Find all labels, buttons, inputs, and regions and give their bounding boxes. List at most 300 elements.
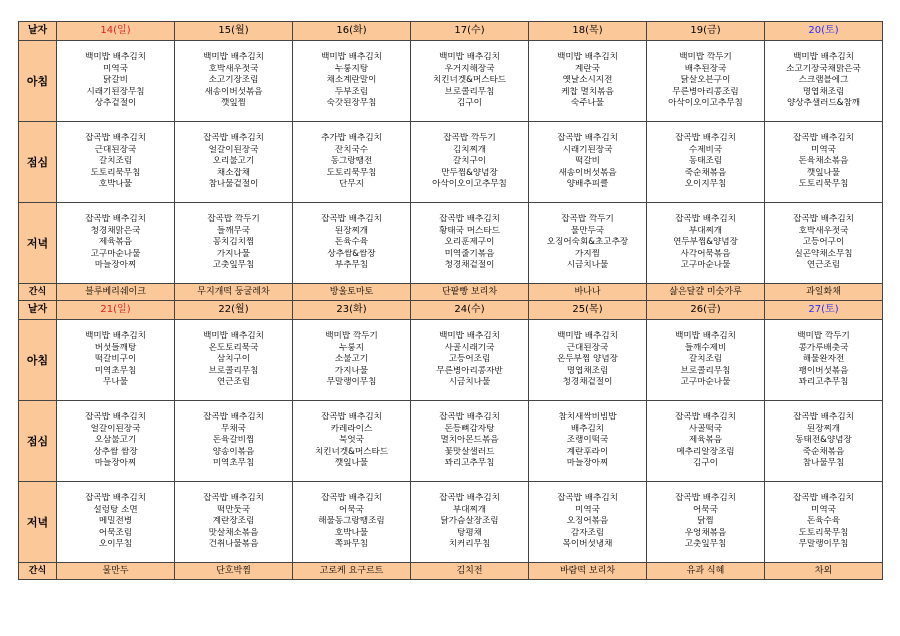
menu-item: 우거지해장국 xyxy=(444,63,495,74)
menu-item: 오리불고기 xyxy=(212,156,255,167)
menu-item: 만두찜&양념장 xyxy=(441,167,498,178)
menu-item: 김구이 xyxy=(457,98,482,109)
menu-item: 돈육수육 xyxy=(334,237,369,248)
menu-item: 꽃맛살샐러드 xyxy=(444,446,495,457)
menu-item: 참나물겉절이 xyxy=(208,179,259,190)
menu-item: 잡곡밥 배추김치 xyxy=(321,412,382,423)
menu-item: 닭살오븐구이 xyxy=(680,75,731,86)
menu-item: 동태전&양념장 xyxy=(795,435,852,446)
weekly-menu-table xyxy=(18,21,883,580)
menu-item: 우엉채볶음 xyxy=(684,527,727,538)
menu-item: 무말랭이무침 xyxy=(326,377,377,388)
menu-item: 꽈리고추무침 xyxy=(798,377,849,388)
menu-item: 상추겉절이 xyxy=(94,98,137,109)
menu-item: 잡곡밥 배추김치 xyxy=(557,133,618,144)
menu-item: 연두부찜&양념장 xyxy=(673,237,738,248)
menu-item: 얼갈이된장국 xyxy=(90,423,141,434)
menu-item: 명엽채조림 xyxy=(566,365,609,376)
date-label: 날자 xyxy=(19,22,57,41)
menu-cell xyxy=(529,41,647,122)
menu-item: 잡곡밥 배추김치 xyxy=(675,493,736,504)
menu-item: 잡곡밥 배추김치 xyxy=(85,493,146,504)
menu-item: 백미밥 배추김치 xyxy=(793,52,854,63)
menu-item: 백미밥 배추김치 xyxy=(439,331,500,342)
menu-cell xyxy=(57,482,175,563)
snack-cell: 단호박찜 xyxy=(175,563,293,580)
menu-item: 온두부찜 양념장 xyxy=(557,354,618,365)
menu-item: 배추된장국 xyxy=(684,63,727,74)
menu-item: 백미밥 배추김치 xyxy=(557,52,618,63)
lunch-label: 점심 xyxy=(19,122,57,203)
menu-item: 소고기장조림 xyxy=(208,75,259,86)
day-header: 15(월) xyxy=(175,22,293,41)
menu-item: 계란후라이 xyxy=(566,446,609,457)
day-header: 17(수) xyxy=(411,22,529,41)
menu-item: 메밀전병 xyxy=(98,516,133,527)
menu-cell xyxy=(765,122,883,203)
menu-item: 고등어조림 xyxy=(448,354,491,365)
menu-item: 미역국 xyxy=(103,63,128,74)
menu-item: 해물동그랑땡조림 xyxy=(318,516,385,527)
menu-item: 건취나물볶음 xyxy=(208,539,259,550)
day-header: 18(목) xyxy=(529,22,647,41)
menu-item: 아삭이오이고추무침 xyxy=(432,179,507,190)
menu-cell xyxy=(57,41,175,122)
menu-item: 돈육수육 xyxy=(806,516,841,527)
menu-item: 시래기된장국 xyxy=(562,144,613,155)
menu-item: 잡곡밥 배추김치 xyxy=(85,214,146,225)
breakfast-row xyxy=(19,41,883,122)
menu-item: 어묵조림 xyxy=(98,527,133,538)
menu-item: 수제비국 xyxy=(688,144,723,155)
menu-item: 된장찌개 xyxy=(806,423,841,434)
menu-item: 잡곡밥 배추김치 xyxy=(675,133,736,144)
menu-cell xyxy=(411,122,529,203)
menu-item: 도토리묵무침 xyxy=(326,167,377,178)
menu-cell xyxy=(529,482,647,563)
menu-item: 근대된장국 xyxy=(566,342,609,353)
menu-item: 잡곡밥 배추김치 xyxy=(675,214,736,225)
menu-cell xyxy=(175,41,293,122)
menu-item: 잡곡밥 깍두기 xyxy=(561,214,614,225)
snack-cell: 바나나 xyxy=(529,284,647,301)
menu-item: 숙주나물 xyxy=(570,98,605,109)
menu-item: 오징어숙회&초고추장 xyxy=(546,237,629,248)
snack-cell: 방울토마토 xyxy=(293,284,411,301)
snack-cell: 바람떡 보리차 xyxy=(529,563,647,580)
menu-item: 연근조림 xyxy=(216,377,251,388)
date-label: 날자 xyxy=(19,301,57,320)
day-header: 25(목) xyxy=(529,301,647,320)
menu-item: 호박나물 xyxy=(98,179,133,190)
menu-item: 채소계란말이 xyxy=(326,75,377,86)
menu-item: 브로콜리무침 xyxy=(444,86,495,97)
menu-cell xyxy=(411,401,529,482)
menu-item: 오이지무침 xyxy=(684,179,727,190)
menu-item: 백미밥 깍두기 xyxy=(679,52,732,63)
menu-item: 누룽지탕 xyxy=(334,63,369,74)
snack-row xyxy=(19,284,883,301)
menu-cell xyxy=(57,401,175,482)
menu-item: 청경채겉절이 xyxy=(444,260,495,271)
menu-item: 고구마순나물 xyxy=(90,248,141,259)
menu-cell xyxy=(57,203,175,284)
day-header: 16(화) xyxy=(293,22,411,41)
menu-item: 깻잎나물 xyxy=(334,458,369,469)
menu-item: 치커리무침 xyxy=(448,539,491,550)
menu-item: 닭찜 xyxy=(697,516,714,527)
menu-cell xyxy=(411,41,529,122)
day-header: 27(토) xyxy=(765,301,883,320)
menu-item: 시래기된장무침 xyxy=(86,86,145,97)
menu-cell xyxy=(529,401,647,482)
breakfast-row xyxy=(19,320,883,401)
menu-cell xyxy=(765,320,883,401)
menu-item: 양송이볶음 xyxy=(212,446,255,457)
menu-item: 잡곡밥 깍두기 xyxy=(443,133,496,144)
menu-item: 오이무침 xyxy=(98,539,133,550)
menu-item: 오삼불고기 xyxy=(94,435,137,446)
menu-item: 백미밥 배추김치 xyxy=(203,331,264,342)
menu-cell xyxy=(765,203,883,284)
menu-item: 갈치조림 xyxy=(688,354,723,365)
menu-item: 호박새우젓국 xyxy=(798,225,849,236)
menu-item: 백미밥 배추김치 xyxy=(85,52,146,63)
menu-item: 추가밥 배추김치 xyxy=(321,133,382,144)
menu-item: 치킨너겟&머스타드 xyxy=(432,75,507,86)
dinner-label: 저녁 xyxy=(19,203,57,284)
menu-item: 물만두국 xyxy=(570,225,605,236)
menu-cell xyxy=(529,122,647,203)
menu-item: 감자조림 xyxy=(570,527,605,538)
menu-item: 참치새싹비빔밥 xyxy=(558,412,617,423)
menu-cell xyxy=(647,41,765,122)
breakfast-label: 아침 xyxy=(19,320,57,401)
menu-item: 백미밥 배추김치 xyxy=(439,52,500,63)
menu-item: 백미밥 깍두기 xyxy=(797,331,850,342)
menu-item: 제육볶음 xyxy=(688,435,723,446)
menu-item: 배추김치 xyxy=(570,423,605,434)
menu-item: 잔치국수 xyxy=(334,144,369,155)
menu-item: 고구마순나물 xyxy=(680,260,731,271)
menu-item: 무채국 xyxy=(221,423,246,434)
day-header: 20(토) xyxy=(765,22,883,41)
menu-item: 잡곡밥 배추김치 xyxy=(793,412,854,423)
menu-item: 백미밥 배추김치 xyxy=(675,331,736,342)
snack-cell: 무지개떡 둥굴레차 xyxy=(175,284,293,301)
menu-item: 오징어볶음 xyxy=(566,516,609,527)
menu-item: 동태조림 xyxy=(688,156,723,167)
menu-item: 돈육갈비찜 xyxy=(212,435,255,446)
menu-item: 청경채맑은국 xyxy=(90,225,141,236)
menu-item: 고춧잎무침 xyxy=(684,539,727,550)
menu-item: 해물완자전 xyxy=(802,354,845,365)
menu-item: 꽈리고추무침 xyxy=(444,458,495,469)
snack-cell: 삶은달걀 미숫가루 xyxy=(647,284,765,301)
menu-cell xyxy=(411,320,529,401)
menu-cell xyxy=(293,41,411,122)
menu-item: 갈치조림 xyxy=(98,156,133,167)
menu-item: 청경채겉절이 xyxy=(562,377,613,388)
menu-item: 목이버섯냉채 xyxy=(562,539,613,550)
menu-item: 들깨무국 xyxy=(216,225,251,236)
menu-item: 브로콜리무침 xyxy=(680,365,731,376)
menu-item: 얼갈이된장국 xyxy=(208,144,259,155)
menu-item: 메추리알장조림 xyxy=(676,446,735,457)
menu-item: 쪽파무침 xyxy=(334,539,369,550)
menu-item: 잡곡밥 배추김치 xyxy=(793,214,854,225)
menu-cell xyxy=(529,320,647,401)
menu-item: 고춧잎무침 xyxy=(212,260,255,271)
menu-cell xyxy=(293,401,411,482)
menu-item: 잡곡밥 배추김치 xyxy=(793,133,854,144)
menu-item: 떡갈비구이 xyxy=(94,354,137,365)
menu-item: 어묵국 xyxy=(693,504,718,515)
menu-item: 제육볶음 xyxy=(98,237,133,248)
snack-cell: 고로케 요구르트 xyxy=(293,563,411,580)
menu-item: 잡곡밥 배추김치 xyxy=(203,493,264,504)
menu-item: 미역국 xyxy=(811,144,836,155)
menu-item: 계란국 xyxy=(575,63,600,74)
menu-item: 무나물 xyxy=(103,377,128,388)
menu-item: 상추쌈&쌈장 xyxy=(327,248,376,259)
menu-item: 호박나물 xyxy=(334,527,369,538)
menu-item: 가지나물 xyxy=(216,248,251,259)
menu-item: 상추쌈 쌈장 xyxy=(93,446,138,457)
breakfast-label: 아침 xyxy=(19,41,57,122)
menu-item: 시금치나물 xyxy=(566,260,609,271)
menu-cell xyxy=(647,122,765,203)
menu-item: 소고기장국채맑은국 xyxy=(786,63,861,74)
menu-item: 죽순채볶음 xyxy=(802,446,845,457)
menu-item: 연근조림 xyxy=(806,260,841,271)
menu-item: 미역국 xyxy=(575,504,600,515)
menu-cell xyxy=(175,482,293,563)
menu-cell xyxy=(57,320,175,401)
menu-item: 돈육채소볶음 xyxy=(798,156,849,167)
menu-item: 치킨너겟&머스타드 xyxy=(314,446,389,457)
menu-cell xyxy=(411,482,529,563)
menu-item: 숙갓된장무침 xyxy=(326,98,377,109)
menu-item: 무른병아리콩자반 xyxy=(436,365,503,376)
menu-item: 떡갈비 xyxy=(575,156,600,167)
menu-item: 새송이버섯볶음 xyxy=(558,167,617,178)
menu-item: 맛살채소볶음 xyxy=(208,527,259,538)
menu-item: 실곤약채소무침 xyxy=(794,248,853,259)
menu-item: 잡곡밥 배추김치 xyxy=(439,493,500,504)
menu-item: 백미밥 배추김치 xyxy=(203,52,264,63)
menu-item: 도토리묵무침 xyxy=(90,167,141,178)
menu-item: 잡곡밥 배추김치 xyxy=(321,214,382,225)
menu-item: 무말랭이무침 xyxy=(798,539,849,550)
day-header: 14(일) xyxy=(57,22,175,41)
menu-item: 명엽채조림 xyxy=(802,86,845,97)
menu-item: 콩가루배춧국 xyxy=(798,342,849,353)
menu-item: 죽순채볶음 xyxy=(684,167,727,178)
day-header: 21(일) xyxy=(57,301,175,320)
menu-cell xyxy=(529,203,647,284)
snack-cell: 블루베리쉐이크 xyxy=(57,284,175,301)
menu-item: 들깨수제비 xyxy=(684,342,727,353)
menu-item: 떡만둣국 xyxy=(216,504,251,515)
menu-item: 잡곡밥 배추김치 xyxy=(557,493,618,504)
lunch-row xyxy=(19,122,883,203)
menu-item: 새송이버섯볶음 xyxy=(204,86,263,97)
menu-item: 미역초무침 xyxy=(212,458,255,469)
menu-cell xyxy=(293,122,411,203)
menu-item: 버섯들깨탕 xyxy=(94,342,137,353)
menu-item: 무른병아리콩조림 xyxy=(672,86,739,97)
menu-item: 멸치아몬드볶음 xyxy=(440,435,499,446)
menu-item: 카레라이스 xyxy=(330,423,373,434)
menu-item: 백미밥 배추김치 xyxy=(321,52,382,63)
menu-item: 양상추샐러드&참깨 xyxy=(786,98,861,109)
menu-item: 김치찌개 xyxy=(452,144,487,155)
menu-item: 소불고기 xyxy=(334,354,369,365)
menu-item: 된장찌개 xyxy=(334,225,369,236)
menu-item: 고구마순나물 xyxy=(680,377,731,388)
day-header: 23(화) xyxy=(293,301,411,320)
menu-item: 깻잎찜 xyxy=(221,98,246,109)
menu-item: 참나물무침 xyxy=(802,458,845,469)
lunch-row xyxy=(19,401,883,482)
menu-cell xyxy=(411,203,529,284)
snack-cell: 유과 식혜 xyxy=(647,563,765,580)
menu-cell xyxy=(175,401,293,482)
menu-item: 옛날소시지전 xyxy=(562,75,613,86)
menu-cell xyxy=(765,482,883,563)
date-header-row xyxy=(19,301,883,320)
menu-item: 미역국 xyxy=(811,504,836,515)
menu-item: 아삭이오이고추무침 xyxy=(668,98,743,109)
snack-cell: 차외 xyxy=(765,563,883,580)
dinner-row xyxy=(19,203,883,284)
menu-item: 브로콜리무침 xyxy=(208,365,259,376)
menu-item: 고등어구이 xyxy=(802,237,845,248)
menu-item: 잡곡밥 배추김치 xyxy=(793,493,854,504)
meal-plan xyxy=(18,21,883,580)
menu-cell xyxy=(765,401,883,482)
menu-item: 잡곡밥 배추김치 xyxy=(85,412,146,423)
menu-item: 잡곡밥 깍두기 xyxy=(207,214,260,225)
day-header: 19(금) xyxy=(647,22,765,41)
menu-item: 탕평채 xyxy=(457,527,482,538)
menu-item: 잡곡밥 배추김치 xyxy=(675,412,736,423)
day-header: 22(월) xyxy=(175,301,293,320)
menu-item: 미역줄기볶음 xyxy=(444,248,495,259)
menu-item: 잡곡밥 배추김치 xyxy=(439,412,500,423)
day-header: 24(수) xyxy=(411,301,529,320)
date-header-row xyxy=(19,22,883,41)
menu-item: 가지찜 xyxy=(575,248,600,259)
menu-item: 잡곡밥 배추김치 xyxy=(321,493,382,504)
menu-item: 잡곡밥 배추김치 xyxy=(85,133,146,144)
menu-item: 단무지 xyxy=(339,179,364,190)
menu-item: 사각어묵볶음 xyxy=(680,248,731,259)
menu-item: 백미밥 배추김치 xyxy=(557,331,618,342)
menu-item: 도토리묵무침 xyxy=(798,527,849,538)
menu-cell xyxy=(175,203,293,284)
menu-item: 누룽지 xyxy=(339,342,364,353)
menu-item: 양배추피클 xyxy=(566,179,609,190)
snack-row xyxy=(19,563,883,580)
menu-item: 깻잎나물 xyxy=(806,167,841,178)
menu-item: 부대찌개 xyxy=(452,504,487,515)
menu-cell xyxy=(293,203,411,284)
menu-item: 조랭이떡국 xyxy=(566,435,609,446)
menu-item: 팽이버섯볶음 xyxy=(798,365,849,376)
menu-item: 계란장조림 xyxy=(212,516,255,527)
menu-item: 잡곡밥 배추김치 xyxy=(203,133,264,144)
menu-item: 백미밥 깍두기 xyxy=(325,331,378,342)
menu-item: 황태국 머스타드 xyxy=(439,225,500,236)
menu-item: 마늘장아찌 xyxy=(94,458,137,469)
menu-cell xyxy=(647,203,765,284)
menu-item: 채소잡채 xyxy=(216,167,251,178)
menu-item: 케찹 멸치볶음 xyxy=(561,86,614,97)
snack-cell: 물만두 xyxy=(57,563,175,580)
snack-label: 간식 xyxy=(19,284,57,301)
menu-item: 삼치구이 xyxy=(216,354,251,365)
menu-cell xyxy=(293,482,411,563)
menu-item: 호박새우젓국 xyxy=(208,63,259,74)
snack-label: 간식 xyxy=(19,563,57,580)
menu-item: 어묵국 xyxy=(339,504,364,515)
menu-cell xyxy=(57,122,175,203)
menu-item: 동그랑땡전 xyxy=(330,156,373,167)
menu-item: 백미밥 배추김치 xyxy=(85,331,146,342)
menu-item: 근대된장국 xyxy=(94,144,137,155)
menu-item: 사골떡국 xyxy=(688,423,723,434)
menu-item: 꽁치김치찜 xyxy=(212,237,255,248)
dinner-row xyxy=(19,482,883,563)
menu-item: 부대찌개 xyxy=(688,225,723,236)
menu-cell xyxy=(175,320,293,401)
snack-cell: 과일화채 xyxy=(765,284,883,301)
dinner-label: 저녁 xyxy=(19,482,57,563)
menu-item: 스크램블에그 xyxy=(798,75,849,86)
menu-cell xyxy=(647,401,765,482)
snack-cell: 단팥빵 보리차 xyxy=(411,284,529,301)
menu-cell xyxy=(647,320,765,401)
menu-item: 갈치구이 xyxy=(452,156,487,167)
menu-cell xyxy=(293,320,411,401)
menu-cell xyxy=(765,41,883,122)
menu-item: 사골시래기국 xyxy=(444,342,495,353)
menu-item: 두부조림 xyxy=(334,86,369,97)
menu-item: 북엇국 xyxy=(339,435,364,446)
menu-item: 잡곡밥 배추김치 xyxy=(203,412,264,423)
menu-item: 도토리묵무침 xyxy=(798,179,849,190)
menu-item: 설렁탕 소면 xyxy=(93,504,138,515)
menu-item: 마늘장아찌 xyxy=(566,458,609,469)
day-header: 26(금) xyxy=(647,301,765,320)
menu-item: 온도토리묵국 xyxy=(208,342,259,353)
menu-item: 잡곡밥 배추김치 xyxy=(439,214,500,225)
menu-cell xyxy=(175,122,293,203)
snack-cell: 김치전 xyxy=(411,563,529,580)
menu-item: 부추무침 xyxy=(334,260,369,271)
menu-item: 오리훈제구이 xyxy=(444,237,495,248)
menu-item: 가지나물 xyxy=(334,365,369,376)
menu-item: 닭갈비 xyxy=(103,75,128,86)
menu-item: 마늘장아찌 xyxy=(94,260,137,271)
menu-item: 미역초무침 xyxy=(94,365,137,376)
lunch-label: 점심 xyxy=(19,401,57,482)
menu-item: 닭가슴살장조림 xyxy=(440,516,499,527)
menu-item: 돈등뼈감자탕 xyxy=(444,423,495,434)
menu-item: 시금치나물 xyxy=(448,377,491,388)
